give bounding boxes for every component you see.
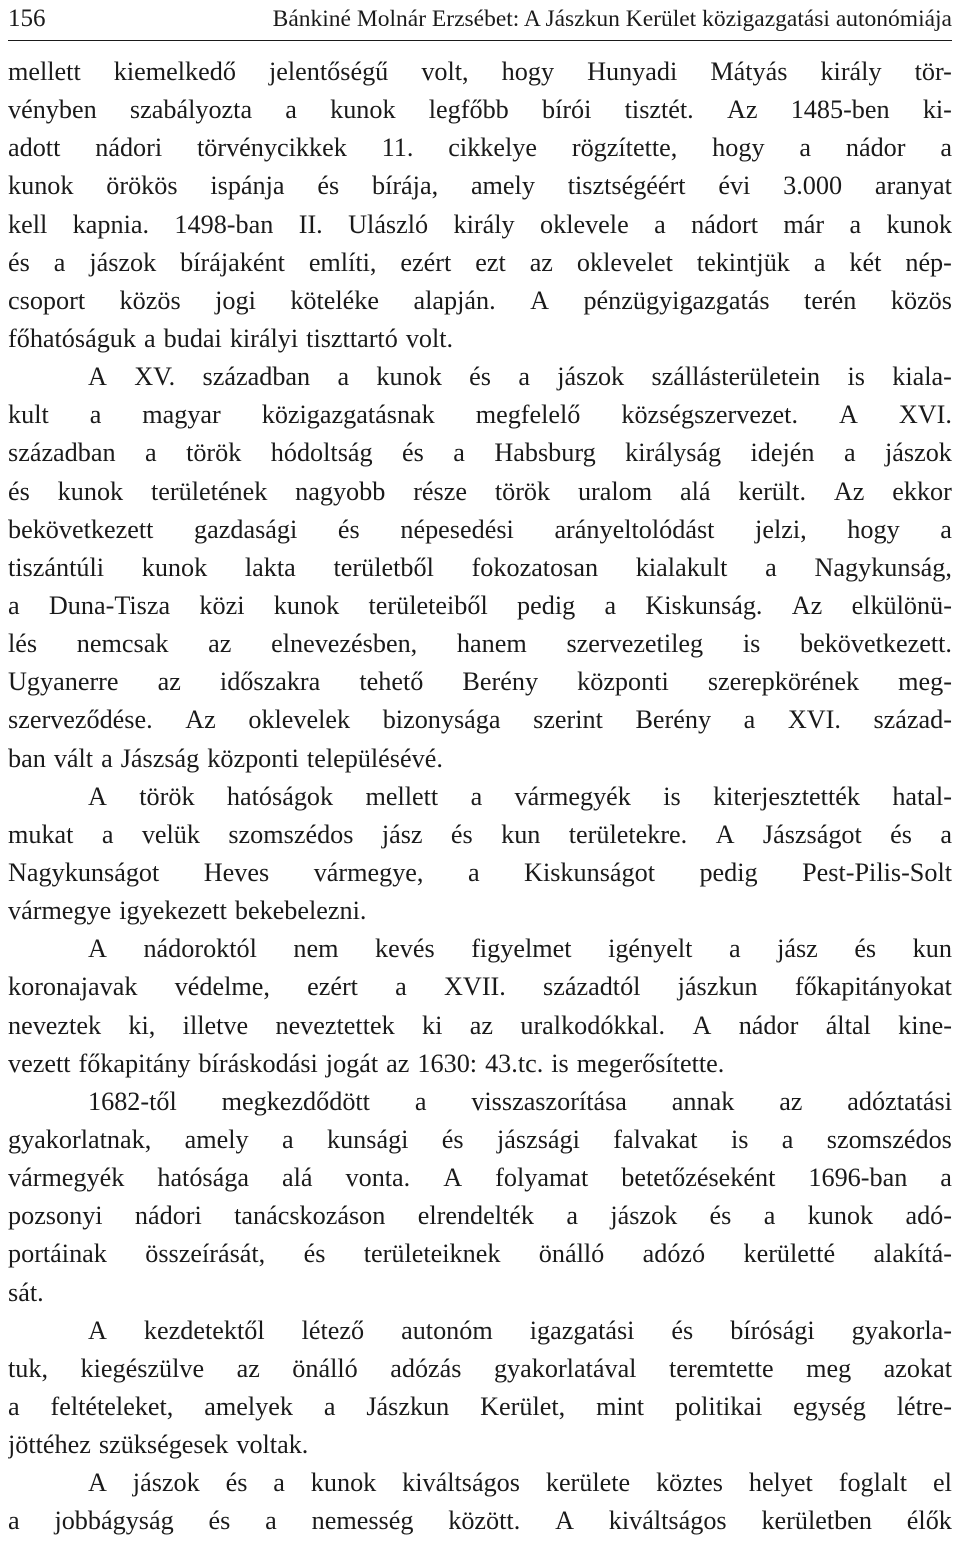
text-line: sát. <box>8 1277 44 1307</box>
text-line: században a török hódoltság és a Habsburg királyság idején a jászok <box>8 438 952 468</box>
running-head <box>8 0 952 41</box>
text-line: a Duna-Tisza közi kunok területeiből pedig a Kiskunság. Az elkülönü- <box>8 590 952 620</box>
paragraph <box>8 358 952 778</box>
paragraph <box>8 778 952 931</box>
text-line: vármegyék hatósága alá vonta. A folyamat betetőzéseként 1696-ban a <box>8 1163 952 1193</box>
text-line: neveztek ki, illetve neveztettek ki az uralkodókkal. A nádor által kine- <box>8 1010 952 1040</box>
paragraph <box>8 53 952 358</box>
text-line: csoport közös jogi köteléke alapján. A pénzügyigazgatás terén közös <box>8 285 952 315</box>
text-line: A török hatóságok mellett a vármegyék is kiterjesztették hatal- <box>88 781 952 811</box>
running-title: Bánkiné Molnár Erzsébet: A Jászkun Kerület közigazgatási autonómiája <box>272 6 952 32</box>
text-line: lés nemcsak az elnevezésben, hanem szervezetileg is bekövetkezett. <box>8 629 952 659</box>
text-line: gyakorlatnak, amely a kunsági és jászsági falvakat is a szomszédos <box>8 1124 952 1154</box>
text-line: A nádoroktól nem kevés figyelmet igényelt a jász és kun <box>88 934 952 964</box>
text-line: kult a magyar közigazgatásnak megfelelő községszervezet. A XVI. <box>8 400 952 430</box>
text-line: A XV. században a kunok és a jászok szállásterületein is kiala- <box>88 362 952 392</box>
text-line: vármegye igyekezett bekebelezni. <box>8 896 367 926</box>
text-line: kunok örökös ispánja és bírája, amely tisztségéért évi 3.000 aranyat <box>8 171 952 201</box>
paragraph <box>8 1312 952 1465</box>
text-line: 1682-től megkezdődött a visszaszorítása annak az adóztatási <box>88 1086 952 1116</box>
text-line: tuk, kiegészülve az önálló adózás gyakorlatával teremtette meg azokat <box>8 1353 952 1383</box>
text-line: pozsonyi nádori tanácskozáson elrendelték a jászok és a kunok adó- <box>8 1201 952 1231</box>
text-line: mukat a velük szomszédos jász és kun területekre. A Jászságot és a <box>8 819 952 849</box>
text-line: szerveződése. Az oklevelek bizonysága szerint Berény a XVI. század- <box>8 705 952 735</box>
text-line: és kunok területének nagyobb része török uralom alá került. Az ekkor <box>8 476 952 506</box>
text-line: mellett kiemelkedő jelentőségű volt, hogy Hunyadi Mátyás király tör- <box>8 57 952 86</box>
paragraph <box>8 1464 952 1540</box>
page-number: 156 <box>8 5 46 32</box>
text-line: vezett főkapitány bíráskodási jogát az 1630: 43.tc. is megerősítette. <box>8 1048 725 1078</box>
text-line: tiszántúli kunok lakta területből fokozatosan kialakult a Nagykunság, <box>8 552 952 582</box>
text-line: koronajavak védelme, ezért a XVII. századtól jászkun főkapitányokat <box>8 972 952 1002</box>
text-line: főhatóságuk a budai királyi tiszttartó volt. <box>8 323 454 353</box>
text-line: a jobbágyság és a nemesség között. A kiváltságos kerületben élők <box>8 1506 952 1536</box>
text-line: Ugyanerre az időszakra tehető Berény központi szerepkörének meg- <box>8 667 952 697</box>
text-line: bekövetkezett gazdasági és népesedési arányeltolódást jelzi, hogy a <box>8 514 952 544</box>
text-line: portáinak összeírását, és területeiknek önálló adózó kerületté alakítá- <box>8 1239 952 1269</box>
text-line: vényben szabályozta a kunok legfőbb bírói tisztét. Az 1485-ben ki- <box>8 95 952 125</box>
text-line: Nagykunságot Heves vármegye, a Kiskunságot pedig Pest-Pilis-Solt <box>8 857 952 887</box>
paragraph <box>8 930 952 1083</box>
text-line: ban vált a Jászság központi településévé. <box>8 743 443 773</box>
text-line: A kezdetektől létező autonóm igazgatási és bírósági gyakorla- <box>88 1315 952 1345</box>
text-line: jöttéhez szükségesek voltak. <box>8 1430 309 1460</box>
text-line: adott nádori törvénycikkek 11. cikkelye rögzítette, hogy a nádor a <box>8 133 952 163</box>
body-text <box>8 53 952 1540</box>
text-line: kell kapnia. 1498-ban II. Ulászló király oklevele a nádort már a kunok <box>8 209 952 239</box>
paragraph <box>8 1083 952 1312</box>
text-line: A jászok és a kunok kiváltságos kerülete köztes helyet foglalt el <box>88 1468 952 1498</box>
text-line: és a jászok bírájaként említi, ezért ezt az oklevelet tekintjük a két nép- <box>8 247 952 277</box>
text-line: a feltételeket, amelyek a Jászkun Kerület, mint politikai egység létre- <box>8 1391 952 1421</box>
